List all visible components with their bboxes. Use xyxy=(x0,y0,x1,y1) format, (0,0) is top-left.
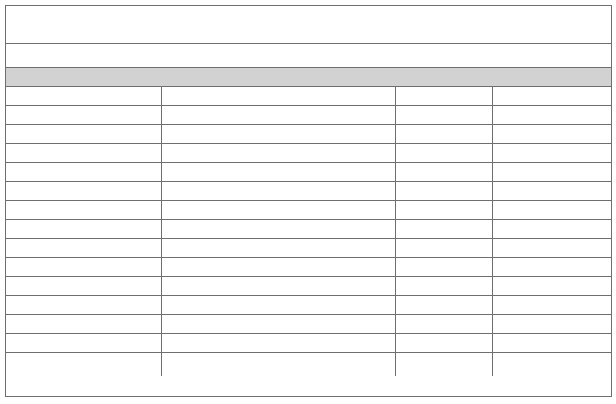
cell-english-label xyxy=(161,182,395,201)
table-row xyxy=(6,239,611,258)
cell-value xyxy=(492,201,611,220)
cell-english-label xyxy=(161,277,395,296)
cell-chinese-label xyxy=(6,334,161,353)
cell-unit xyxy=(395,258,492,277)
cell-value xyxy=(492,277,611,296)
cell-chinese-label xyxy=(6,125,161,144)
cell-value xyxy=(492,296,611,315)
cell-value xyxy=(492,258,611,277)
table-row xyxy=(6,315,611,334)
cell-unit xyxy=(395,220,492,239)
cell-unit xyxy=(395,163,492,182)
table-row xyxy=(6,201,611,220)
cell-unit xyxy=(395,182,492,201)
table-row xyxy=(6,163,611,182)
spec-table-body xyxy=(6,87,611,376)
cell-unit xyxy=(395,87,492,106)
cell-chinese-label xyxy=(6,239,161,258)
cell-value xyxy=(492,106,611,125)
cell-chinese-label xyxy=(6,87,161,106)
cell-english-label xyxy=(161,106,395,125)
cell-english-label xyxy=(161,258,395,277)
cell-unit xyxy=(395,315,492,334)
cell-chinese-label xyxy=(6,144,161,163)
cell-unit xyxy=(395,201,492,220)
cell-english-label xyxy=(161,144,395,163)
table-row xyxy=(6,125,611,144)
cell-chinese-label xyxy=(6,315,161,334)
cell-value xyxy=(492,334,611,353)
cell-english-label xyxy=(161,220,395,239)
table-row xyxy=(6,277,611,296)
cell-english-label xyxy=(161,315,395,334)
table-row xyxy=(6,220,611,239)
cell-unit xyxy=(395,334,492,353)
cell-unit xyxy=(395,296,492,315)
cell-value xyxy=(492,315,611,334)
cell-english-label xyxy=(161,334,395,353)
cell-english-label xyxy=(161,125,395,144)
cell-unit xyxy=(395,353,492,377)
cell-unit xyxy=(395,125,492,144)
cell-chinese-label xyxy=(6,353,161,377)
section-title xyxy=(6,68,611,87)
cell-english-label xyxy=(161,353,395,377)
cell-chinese-label xyxy=(6,258,161,277)
table-row xyxy=(6,353,611,377)
cell-value xyxy=(492,353,611,377)
cell-chinese-label xyxy=(6,220,161,239)
table-row xyxy=(6,144,611,163)
cell-english-label xyxy=(161,239,395,258)
cell-english-label xyxy=(161,163,395,182)
cell-value xyxy=(492,125,611,144)
cell-unit xyxy=(395,277,492,296)
cell-unit xyxy=(395,106,492,125)
table-row xyxy=(6,106,611,125)
cell-value xyxy=(492,182,611,201)
spec-table xyxy=(6,87,611,376)
cell-value xyxy=(492,87,611,106)
cell-value xyxy=(492,220,611,239)
blank-header-row xyxy=(6,6,611,44)
table-caption xyxy=(6,44,611,68)
table-row xyxy=(6,258,611,277)
cell-english-label xyxy=(161,296,395,315)
table-row xyxy=(6,87,611,106)
cell-english-label xyxy=(161,201,395,220)
cell-english-label xyxy=(161,87,395,106)
cell-chinese-label xyxy=(6,106,161,125)
table-row xyxy=(6,334,611,353)
cell-chinese-label xyxy=(6,182,161,201)
cell-value xyxy=(492,163,611,182)
cell-chinese-label xyxy=(6,277,161,296)
cell-value xyxy=(492,239,611,258)
table-row xyxy=(6,182,611,201)
cell-unit xyxy=(395,144,492,163)
spec-sheet xyxy=(5,5,612,397)
cell-chinese-label xyxy=(6,201,161,220)
cell-unit xyxy=(395,239,492,258)
cell-value xyxy=(492,144,611,163)
cell-chinese-label xyxy=(6,296,161,315)
cell-chinese-label xyxy=(6,163,161,182)
table-row xyxy=(6,296,611,315)
